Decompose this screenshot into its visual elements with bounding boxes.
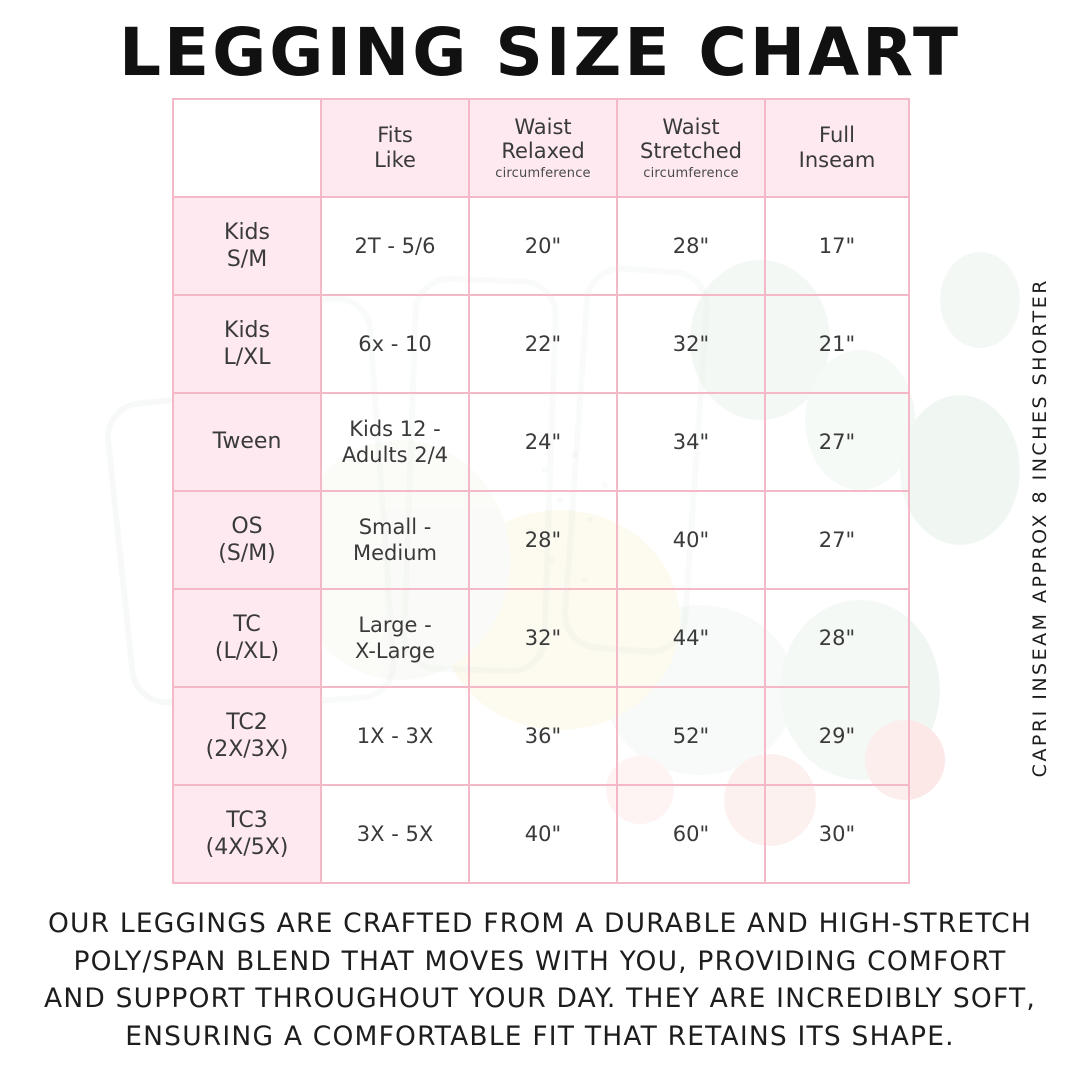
cell-fits-like <box>321 491 469 589</box>
size-chart-table <box>172 98 910 884</box>
cell-fits-like <box>321 785 469 883</box>
cell-full-inseam: 21" <box>765 295 909 393</box>
cell-waist-stretched: 32" <box>617 295 765 393</box>
capri-inseam-note <box>1020 248 1060 808</box>
cell-waist-stretched: 28" <box>617 197 765 295</box>
footer-line-2: POLY/SPAN BLEND THAT MOVES WITH YOU, PROVIDING COMFORT <box>73 945 1007 977</box>
column-header-line2: Like <box>374 148 416 172</box>
row-size-line2: (4X/5X) <box>205 835 289 860</box>
table-row <box>173 491 909 589</box>
table-header-row <box>173 99 909 197</box>
cell-full-inseam: 28" <box>765 589 909 687</box>
fits-line1: Small - <box>358 514 432 539</box>
row-size-line2: L/XL <box>223 345 271 370</box>
column-header-line1: Fits <box>377 123 413 148</box>
cell-full-inseam: 30" <box>765 785 909 883</box>
row-size-line1: Kids <box>224 317 270 343</box>
fits-line1: Kids 12 - <box>349 416 441 441</box>
footer-line-4: ENSURING A COMFORTABLE FIT THAT RETAINS ITS SHAPE. <box>125 1020 955 1052</box>
cell-fits-like <box>321 393 469 491</box>
table-row <box>173 785 909 883</box>
cell-fits-like <box>321 197 469 295</box>
column-header-waist-stretched <box>617 99 765 197</box>
column-header-full-inseam <box>765 99 909 197</box>
fits-line1: 1X - 3X <box>356 723 434 748</box>
cell-waist-stretched: 60" <box>617 785 765 883</box>
column-header-fits-like <box>321 99 469 197</box>
cell-fits-like <box>321 687 469 785</box>
column-header-line2: Relaxed <box>501 139 585 164</box>
row-size-line2: S/M <box>226 247 268 272</box>
row-size-line1: OS <box>231 513 263 539</box>
column-header-line2: Inseam <box>798 148 876 172</box>
row-size-line2: (L/XL) <box>214 639 280 664</box>
cell-waist-relaxed: 36" <box>469 687 617 785</box>
fits-line1: 2T - 5/6 <box>354 233 436 258</box>
table-row <box>173 393 909 491</box>
fits-line2: X-Large <box>354 639 435 663</box>
cell-fits-like <box>321 589 469 687</box>
cell-full-inseam: 27" <box>765 393 909 491</box>
capri-inseam-note-text: CAPRI INSEAM APPROX 8 INCHES SHORTER <box>1029 278 1051 778</box>
footer-line-3: AND SUPPORT THROUGHOUT YOUR DAY. THEY ARE INCREDIBLY SOFT, <box>44 983 1036 1015</box>
cell-fits-like <box>321 295 469 393</box>
row-size-line1: Kids <box>224 219 270 245</box>
column-header-line1: Full <box>819 123 855 148</box>
column-header-line2: Stretched <box>640 139 742 164</box>
row-size-line1: TC3 <box>226 807 268 833</box>
cell-waist-stretched: 40" <box>617 491 765 589</box>
cell-waist-relaxed: 40" <box>469 785 617 883</box>
table-row <box>173 295 909 393</box>
cell-waist-stretched: 34" <box>617 393 765 491</box>
row-header-size <box>173 785 321 883</box>
table-body <box>173 197 909 883</box>
cell-full-inseam: 17" <box>765 197 909 295</box>
row-size-line1: TC2 <box>226 709 268 735</box>
table-header <box>173 99 909 197</box>
size-chart-table-wrap <box>172 98 908 884</box>
column-header-waist-relaxed <box>469 99 617 197</box>
row-header-size <box>173 295 321 393</box>
column-header-line1: Waist <box>514 114 572 139</box>
column-header-subtitle: circumference <box>643 166 739 182</box>
column-header-subtitle: circumference <box>495 166 591 182</box>
table-row <box>173 687 909 785</box>
fits-line2: Adults 2/4 <box>341 443 449 467</box>
column-header-line1: Waist <box>662 114 720 139</box>
row-header-size <box>173 197 321 295</box>
table-corner-cell <box>173 99 321 197</box>
fits-line1: 6x - 10 <box>358 331 432 356</box>
footer-line-1: OUR LEGGINGS ARE CRAFTED FROM A DURABLE AND HIGH-STRETCH <box>47 908 1032 939</box>
cell-full-inseam: 27" <box>765 491 909 589</box>
fits-line1: Large - <box>358 612 432 637</box>
cell-waist-stretched: 52" <box>617 687 765 785</box>
cell-waist-relaxed: 24" <box>469 393 617 491</box>
row-header-size <box>173 393 321 491</box>
fits-line1: 3X - 5X <box>356 821 434 846</box>
row-header-size <box>173 589 321 687</box>
fits-line2: Medium <box>353 541 437 565</box>
cell-waist-relaxed: 20" <box>469 197 617 295</box>
table-row <box>173 197 909 295</box>
cell-full-inseam: 29" <box>765 687 909 785</box>
row-header-size <box>173 687 321 785</box>
row-header-size <box>173 491 321 589</box>
row-size-line1: TC <box>233 611 261 637</box>
table-row <box>173 589 909 687</box>
page-title: LEGGING SIZE CHART <box>118 14 962 91</box>
cell-waist-stretched: 44" <box>617 589 765 687</box>
cell-waist-relaxed: 22" <box>469 295 617 393</box>
cell-waist-relaxed: 32" <box>469 589 617 687</box>
row-size-line2: (S/M) <box>218 541 276 566</box>
footer-description <box>0 905 1080 1056</box>
row-size-line2: (2X/3X) <box>205 737 289 762</box>
cell-waist-relaxed: 28" <box>469 491 617 589</box>
row-size-line1: Tween <box>212 429 282 455</box>
